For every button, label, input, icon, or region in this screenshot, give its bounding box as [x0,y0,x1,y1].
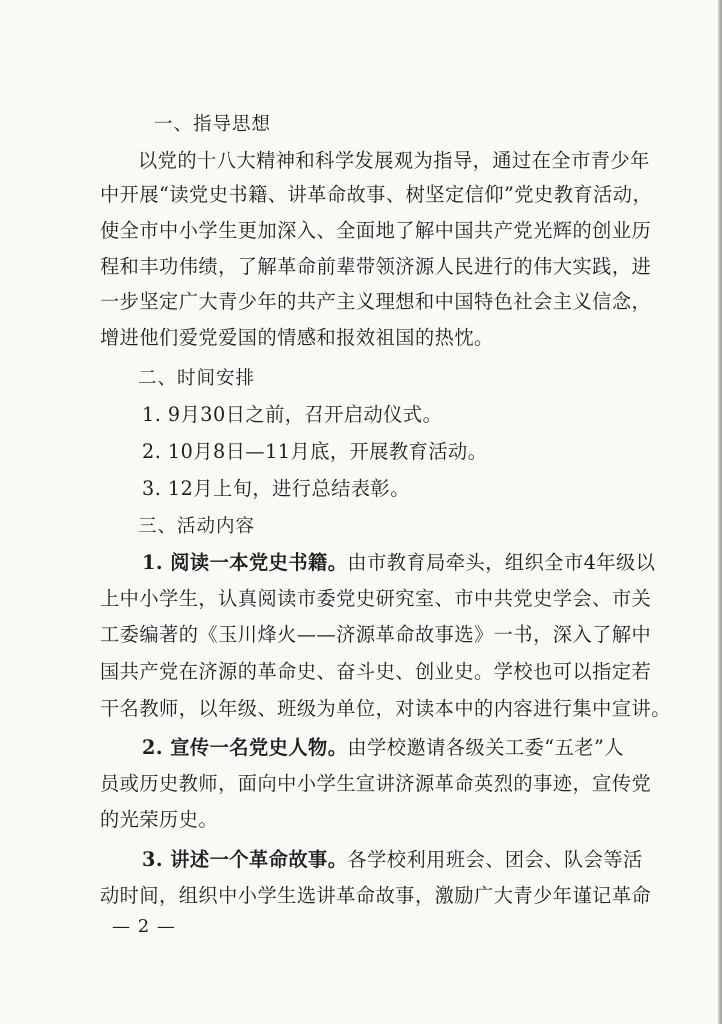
activity-3-text: 各学校利用班会、团会、队会等活 [347,848,643,871]
paragraph-line: 员或历史教师，面向中小学生宣讲济源革命英烈的事迹，宣传党 [100,772,652,795]
paragraph-line: 使全市中小学生更加深入、全面地了解中国共产党光辉的创业历 [100,219,652,242]
paragraph-line: 工委编著的《玉川烽火——济源革命故事选》一书，深入了解中 [100,623,652,646]
paragraph-line: 中开展“读党史书籍、讲革命故事、树坚定信仰”党史教育活动， [100,183,653,206]
paragraph-line: 动时间，组织中小学生选讲革命故事，激励广大青少年谨记革命 [100,884,652,907]
activity-1-title: 1. 阅读一本党史书籍。 [142,551,348,574]
paragraph-line: 一步坚定广大青少年的共产主义理想和中国特色社会主义信念， [100,290,652,313]
paragraph-line: 国共产党在济源的革命史、奋斗史、创业史。学校也可以指定若 [100,660,652,683]
paragraph-line: 程和丰功伟绩，了解革命前辈带领济源人民进行的伟大实践，进 [100,255,652,278]
activity-2-title: 2. 宣传一名党史人物。 [142,736,348,759]
paragraph-line: 以党的十八大精神和科学发展观为指导，通过在全市青少年 [138,149,650,172]
activity-3-title: 3. 讲述一个革命故事。 [142,848,348,871]
page-number: — 2 — [112,916,176,937]
paragraph-line: 的光荣历史。 [100,808,219,831]
schedule-item: 1. 9月30日之前，召开启动仪式。 [142,403,443,426]
paragraph-line: 上中小学生，认真阅读市委党史研究室、市中共党史学会、市关 [100,587,652,610]
activity-2-first-line [142,736,702,760]
paragraph-line: 增进他们爱党爱国的情感和报效祖国的热忱。 [100,326,494,349]
activity-1-first-line [142,551,702,575]
section-heading-guiding-thought: 一、指导思想 [154,114,272,135]
section-heading-activity-content: 三、活动内容 [138,516,256,537]
activity-1-text: 由市教育局牵头，组织全市4年级以 [347,551,656,574]
activity-2-text: 由学校邀请各级关工委“五老”人 [347,736,624,759]
paragraph-line: 干名教师，以年级、班级为单位，对读本中的内容进行集中宣讲。 [100,697,671,720]
section-heading-time-schedule: 二、时间安排 [138,368,256,389]
schedule-item: 3. 12月上旬，进行总结表彰。 [142,477,410,500]
schedule-item: 2. 10月8日—11月底，开展教育活动。 [142,440,488,463]
activity-3-first-line [142,848,702,872]
